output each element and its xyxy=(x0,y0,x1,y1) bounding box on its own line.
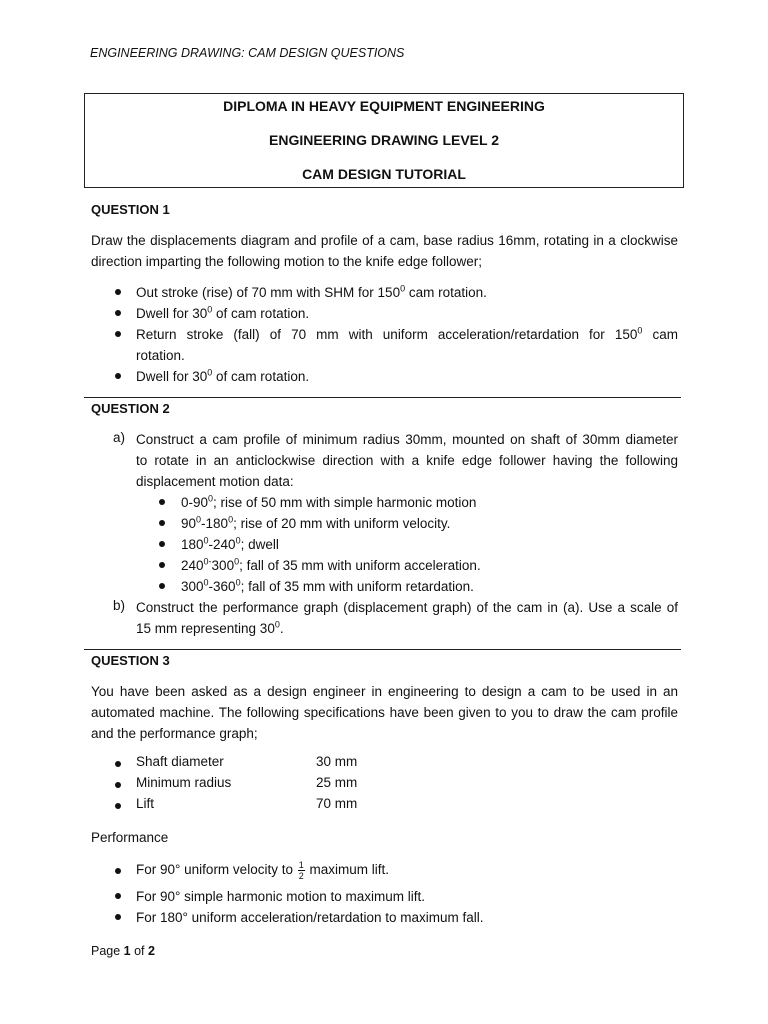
question-1-heading: QUESTION 1 xyxy=(91,202,170,217)
spec-name: Shaft diameter xyxy=(136,754,224,769)
text: 90 xyxy=(181,516,197,531)
section-divider xyxy=(84,649,681,650)
bullet-icon xyxy=(115,914,121,920)
text: of xyxy=(130,944,148,958)
title-line-3: CAM DESIGN TUTORIAL xyxy=(302,166,466,182)
bullet-icon xyxy=(115,373,121,379)
text: ; fall of 35 mm with uniform acceleration. xyxy=(239,558,481,573)
fraction xyxy=(298,860,305,881)
q1-bullet-3 xyxy=(136,324,678,366)
question-3-heading: QUESTION 3 xyxy=(91,653,170,668)
text: cam rotation. xyxy=(405,285,487,300)
text: 15 mm representing 30 xyxy=(136,621,275,636)
superscript: 0 xyxy=(207,367,213,378)
spec-value: 30 mm xyxy=(316,754,358,769)
text: ; fall of 35 mm with uniform retardation. xyxy=(240,579,474,594)
text: 180 xyxy=(181,537,204,552)
q1-bullet-3-line-2: rotation. xyxy=(136,348,185,363)
bullet-icon xyxy=(115,310,121,316)
performance-label: Performance xyxy=(91,830,169,845)
text: For 90° uniform velocity to xyxy=(136,862,297,877)
superscript: 0 xyxy=(235,577,241,588)
q3-performance-3: For 180° uniform acceleration/retardation to maximum fall. xyxy=(136,910,484,925)
superscript: 0 xyxy=(207,304,213,315)
text: -360 xyxy=(208,579,236,594)
bullet-icon xyxy=(115,893,121,899)
title-line-1: DIPLOMA IN HEAVY EQUIPMENT ENGINEERING xyxy=(223,98,545,114)
superscript: 0 xyxy=(637,325,643,336)
text: -240 xyxy=(208,537,236,552)
section-divider xyxy=(84,397,681,398)
spec-value: 25 mm xyxy=(316,775,358,790)
superscript: 0 xyxy=(208,493,214,504)
bullet-icon xyxy=(159,541,165,547)
text: ; rise of 50 mm with simple harmonic motion xyxy=(213,495,477,510)
bullet-icon xyxy=(159,499,165,505)
current-page: 1 xyxy=(123,944,131,958)
q1-bullet-1 xyxy=(136,282,678,303)
superscript: 0- xyxy=(203,556,212,567)
title-line-2: ENGINEERING DRAWING LEVEL 2 xyxy=(269,132,499,148)
text: Dwell for 30 xyxy=(136,369,208,384)
q1-bullet-4 xyxy=(136,366,678,387)
text: of cam rotation. xyxy=(212,306,310,321)
q3-intro-line-2: automated machine. The following specifications have been given to you to draw the cam profile xyxy=(91,705,678,720)
bullet-icon xyxy=(115,289,121,295)
superscript: 0 xyxy=(203,535,209,546)
q2-part-b-text xyxy=(136,597,678,639)
q2-b-line-2 xyxy=(136,618,678,639)
q2-part-a-label: a) xyxy=(113,430,126,445)
q2-b-line-1: Construct the performance graph (displacement graph) of the cam in (a). Use a scale of xyxy=(136,600,678,615)
text: cam xyxy=(642,327,678,342)
text: maximum lift. xyxy=(305,862,389,877)
superscript: 0 xyxy=(228,514,234,525)
question-1-intro xyxy=(91,230,678,272)
fraction-denominator: 2 xyxy=(298,870,304,881)
question-2-heading: QUESTION 2 xyxy=(91,401,170,416)
bullet-icon xyxy=(115,803,121,809)
q2-motion-2 xyxy=(181,513,450,534)
superscript: 0 xyxy=(235,535,241,546)
text: Page xyxy=(91,944,124,958)
page-number xyxy=(91,944,155,958)
text: Out stroke (rise) of 70 mm with SHM for 150 xyxy=(136,285,401,300)
q3-intro-line-1: You have been asked as a design engineer in engineering to design a cam to be used in an xyxy=(91,684,678,699)
bullet-icon xyxy=(159,520,165,526)
superscript: 0 xyxy=(196,514,202,525)
q2-a-line-2: to rotate in an anticlockwise direction with a knife edge follower having the following xyxy=(136,453,678,468)
fraction-numerator: 1 xyxy=(298,859,304,870)
superscript: 0 xyxy=(274,619,280,630)
text: Return stroke (fall) of 70 mm with uniform acceleration/retardation for 150 xyxy=(136,327,638,342)
superscript: 0 xyxy=(400,283,406,294)
bullet-icon xyxy=(115,782,121,788)
text: 240 xyxy=(181,558,204,573)
title-box xyxy=(84,93,684,188)
text: . xyxy=(279,621,284,636)
text: 300 xyxy=(181,579,204,594)
bullet-icon xyxy=(115,331,121,337)
q2-motion-1 xyxy=(181,492,476,513)
bullet-icon xyxy=(115,761,121,767)
q3-intro-line-3: and the performance graph; xyxy=(91,726,258,741)
question-3-intro xyxy=(91,681,678,744)
q2-part-a-text xyxy=(136,429,678,492)
text: Dwell for 30 xyxy=(136,306,208,321)
superscript: 0 xyxy=(203,577,209,588)
q1-bullet-3-line-1 xyxy=(136,324,678,345)
bullet-icon xyxy=(159,562,165,568)
q3-performance-2: For 90° simple harmonic motion to maximum lift. xyxy=(136,889,425,904)
bullet-icon xyxy=(159,583,165,589)
q2-motion-3 xyxy=(181,534,279,555)
text: -180 xyxy=(201,516,229,531)
q1-intro-line-2: direction imparting the following motion to the knife edge follower; xyxy=(91,254,482,269)
q2-a-line-1: Construct a cam profile of minimum radius 30mm, mounted on shaft of 30mm diameter xyxy=(136,432,678,447)
spec-name: Lift xyxy=(136,796,155,811)
q1-intro-line-1: Draw the displacements diagram and profile of a cam, base radius 16mm, rotating in a clockwise xyxy=(91,233,678,248)
q2-a-line-3: displacement motion data: xyxy=(136,474,294,489)
text: ; dwell xyxy=(240,537,279,552)
text: 0-90 xyxy=(181,495,209,510)
bullet-icon xyxy=(115,868,121,874)
q2-part-b-label: b) xyxy=(113,598,126,613)
spec-name: Minimum radius xyxy=(136,775,232,790)
text: ; rise of 20 mm with uniform velocity. xyxy=(233,516,451,531)
running-header: ENGINEERING DRAWING: CAM DESIGN QUESTIONS xyxy=(90,46,405,60)
spec-value: 70 mm xyxy=(316,796,358,811)
total-pages: 2 xyxy=(148,944,155,958)
q2-motion-5 xyxy=(181,576,474,597)
q3-performance-1 xyxy=(136,856,678,883)
q2-motion-4 xyxy=(181,555,481,576)
text: of cam rotation. xyxy=(212,369,310,384)
text: 300 xyxy=(211,558,235,573)
superscript: 0 xyxy=(234,556,240,567)
q1-bullet-2 xyxy=(136,303,678,324)
